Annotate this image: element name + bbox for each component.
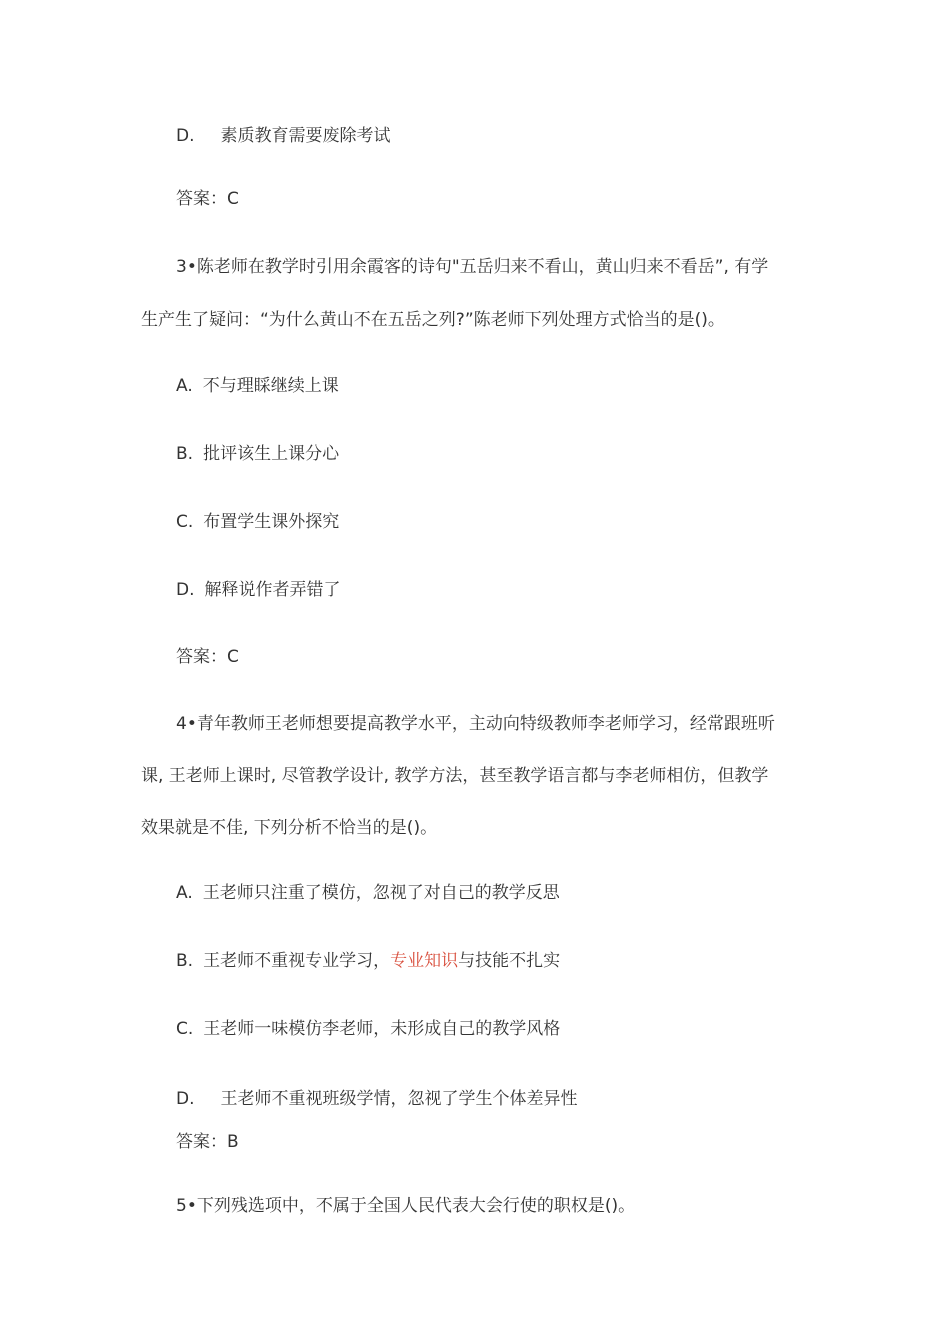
- q4-question-line-3: 效果就是不佳, 下列分析不恰当的是()。: [141, 818, 438, 838]
- q3-option-d: [176, 579, 341, 601]
- q3-question-line-1: 3•陈老师在教学时引用余霞客的诗句"五岳归来不看山，黄山归来不看岳”, 有学: [176, 257, 769, 277]
- option-text: 不与理睬继续上课: [202, 376, 339, 396]
- q3-answer: 答案：C: [176, 647, 239, 667]
- option-letter: C.: [176, 1019, 194, 1039]
- option-letter: A.: [176, 883, 193, 903]
- option-text: 布置学生课外探究: [203, 512, 340, 532]
- option-text: 解释说作者弄错了: [204, 580, 341, 600]
- option-letter: A.: [176, 376, 193, 396]
- option-text: 王老师一味模仿李老师，未形成自己的教学风格: [203, 1019, 561, 1039]
- q3-option-b: [176, 443, 339, 465]
- q2-option-d: [176, 125, 391, 147]
- q4-option-b: [176, 950, 560, 972]
- option-text: 王老师不重视班级学情，忽视了学生个体差异性: [220, 1089, 578, 1109]
- highlighted-term: 专业知识: [390, 951, 459, 971]
- option-letter: D.: [176, 580, 195, 600]
- option-letter: D.: [176, 126, 195, 146]
- option-letter: B.: [176, 951, 194, 971]
- q2-answer: 答案：C: [176, 189, 239, 209]
- q4-question-line-2: 课, 王老师上课时, 尽管教学设计, 教学方法，甚至教学语言都与李老师相仿，但教学: [141, 766, 769, 786]
- option-text: 素质教育需要废除考试: [220, 126, 391, 146]
- option-text-post: 与技能不扎实: [458, 951, 561, 971]
- option-text-pre: 王老师不重视专业学习，: [203, 951, 391, 971]
- q3-option-a: [176, 375, 339, 397]
- option-text: 王老师只注重了模仿，忽视了对自己的教学反思: [202, 883, 560, 903]
- option-text: 批评该生上课分心: [203, 444, 340, 464]
- q5-question-line-1: 5•下列残选项中，不属于全国人民代表大会行使的职权是()。: [176, 1196, 636, 1216]
- q4-option-d: [176, 1088, 578, 1110]
- q3-question-line-2: 生产生了疑问：“为什么黄山不在五岳之列?”陈老师下列处理方式恰当的是()。: [141, 310, 725, 330]
- q4-question-line-1: 4•青年教师王老师想要提高教学水平，主动向特级教师李老师学习，经常跟班听: [176, 714, 775, 734]
- q4-option-a: [176, 882, 560, 904]
- q4-option-c: [176, 1018, 560, 1040]
- q3-option-c: [176, 511, 339, 533]
- option-letter: D.: [176, 1089, 195, 1109]
- option-letter: C.: [176, 512, 194, 532]
- q4-answer: 答案：B: [176, 1132, 239, 1152]
- option-letter: B.: [176, 444, 194, 464]
